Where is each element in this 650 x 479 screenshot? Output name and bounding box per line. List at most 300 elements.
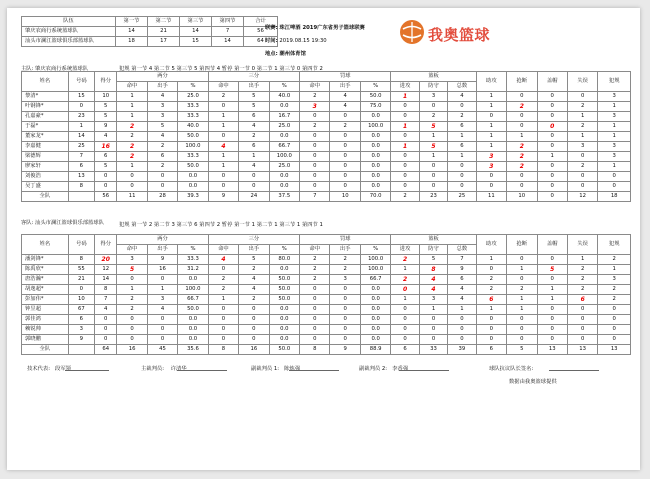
stat-header-row <box>22 235 631 245</box>
stat-cell: 0.0 <box>360 142 390 152</box>
stat-cell: 0 <box>330 325 360 335</box>
stat-cell: 5 <box>537 265 567 275</box>
stat-cell: 0 <box>330 172 360 182</box>
stat-cell: 2 <box>507 102 537 112</box>
stat-cell: 0.0 <box>269 182 299 192</box>
stat-cell: 0 <box>598 305 631 315</box>
stat-cell: 3 <box>598 152 631 162</box>
stat-cell: 2 <box>391 275 419 285</box>
scoreboard-row <box>22 27 278 37</box>
stat-cell: 2 <box>567 122 597 132</box>
stat-cell: 1 <box>507 132 537 142</box>
stat-cell: 0 <box>476 265 506 275</box>
stat-cell: 33.3 <box>178 152 208 162</box>
stat-cell: 0 <box>537 92 567 102</box>
stat-cell: 2 <box>117 305 147 315</box>
stat-cell: 4 <box>147 132 177 142</box>
stat-cell: 14 <box>95 275 117 285</box>
stat-cell: 0.0 <box>360 162 390 172</box>
header-block: 盖帽 <box>537 72 567 92</box>
stat-cell: 0 <box>537 182 567 192</box>
venue-line: 地点: 潮州体育馆 <box>265 51 306 57</box>
stat-cell: 0 <box>330 162 360 172</box>
stat-cell: 0 <box>476 325 506 335</box>
header-turnover: 失误 <box>567 72 597 92</box>
stat-cell: 50.0 <box>178 132 208 142</box>
stat-cell: 2 <box>117 132 147 142</box>
stat-cell: 0.0 <box>178 315 208 325</box>
scoreboard-score: 14 <box>116 27 148 37</box>
header-three-point: 三分 <box>208 72 299 82</box>
stat-cell: 0 <box>537 122 567 132</box>
scoreboard-header: 第三节 <box>180 17 212 27</box>
header-made: 命中 <box>117 82 147 92</box>
referee-3-line <box>399 370 449 371</box>
total-cell: 39 <box>448 345 476 355</box>
stat-cell: 0 <box>239 172 269 182</box>
stat-cell: 1 <box>567 132 597 142</box>
stat-cell: 5 <box>419 142 447 152</box>
stat-cell: 2 <box>507 142 537 152</box>
header-assist: 助攻 <box>476 235 506 255</box>
team2-fouls-timeouts: 犯规 第一节 2 第二节 3 第三节 6 第四节 2 暂停 第一节 1 第二节 1 第三节 1 第四节 1 <box>119 222 323 228</box>
stat-cell: 2 <box>330 265 360 275</box>
stat-cell: 0 <box>330 182 360 192</box>
stat-cell: 0 <box>507 172 537 182</box>
stat-cell: 0 <box>95 172 117 182</box>
stat-cell: 0 <box>208 182 238 192</box>
stat-cell: 1 <box>476 122 506 132</box>
player-name: 吴丁盛 <box>22 182 69 192</box>
total-cell: 64 <box>95 345 117 355</box>
stat-cell: 4 <box>419 275 447 285</box>
stat-cell: 0.0 <box>269 172 299 182</box>
header-foul: 犯规 <box>598 72 631 92</box>
stat-cell: 3 <box>598 92 631 102</box>
referee-1-line <box>177 370 227 371</box>
stat-cell: 8 <box>419 265 447 275</box>
stat-cell: 2 <box>419 112 447 122</box>
header-att: 出手 <box>147 82 177 92</box>
stat-cell: 8 <box>68 182 94 192</box>
stat-cell: 2 <box>117 142 147 152</box>
stat-cell: 3 <box>419 295 447 305</box>
stat-cell: 1 <box>117 162 147 172</box>
stat-cell: 0 <box>537 132 567 142</box>
header-steal: 抢断 <box>507 72 537 92</box>
stat-cell: 6 <box>68 162 94 172</box>
team1-stats-table <box>21 71 631 202</box>
stat-header-row <box>22 72 631 82</box>
header-free-throw: 罚球 <box>300 235 391 245</box>
player-row <box>22 325 631 335</box>
stat-cell: 0 <box>147 325 177 335</box>
scoreboard-score: 56 <box>244 27 278 37</box>
stat-cell: 1 <box>117 92 147 102</box>
stat-cell: 6 <box>448 142 476 152</box>
player-name: 唐浩瀚* <box>22 275 69 285</box>
stat-cell: 0 <box>448 182 476 192</box>
stat-cell: 4 <box>208 255 238 265</box>
stat-cell: 0 <box>147 315 177 325</box>
stat-cell: 2 <box>300 255 330 265</box>
stat-cell: 0 <box>507 275 537 285</box>
stat-cell: 4 <box>95 305 117 315</box>
stat-cell: 0 <box>300 152 330 162</box>
stat-cell: 0.0 <box>178 172 208 182</box>
stat-cell: 5 <box>239 102 269 112</box>
stat-cell: 2 <box>598 255 631 265</box>
stat-cell: 0.0 <box>360 182 390 192</box>
stat-cell: 7 <box>68 152 94 162</box>
stat-cell: 0.0 <box>360 335 390 345</box>
header-block: 盖帽 <box>537 235 567 255</box>
stat-cell: 3 <box>117 255 147 265</box>
header-number: 号码 <box>68 72 94 92</box>
stat-cell: 7 <box>448 255 476 265</box>
stat-cell: 0.0 <box>360 112 390 122</box>
player-row <box>22 112 631 122</box>
stat-cell: 0 <box>330 112 360 122</box>
stat-cell: 1 <box>507 265 537 275</box>
stat-cell: 1 <box>598 122 631 132</box>
player-name: 钟昱超 <box>22 305 69 315</box>
stat-cell: 0.0 <box>360 172 390 182</box>
scoreboard-score: 15 <box>180 37 212 47</box>
stat-cell: 1 <box>391 265 419 275</box>
player-name: 彭加伟* <box>22 295 69 305</box>
stat-cell: 0 <box>330 132 360 142</box>
stat-cell: 4 <box>448 92 476 102</box>
stat-cell: 0 <box>330 295 360 305</box>
stat-cell: 0 <box>239 335 269 345</box>
scoreboard-score: 21 <box>148 27 180 37</box>
stat-cell: 0 <box>419 315 447 325</box>
stat-cell: 20 <box>95 255 117 265</box>
player-row <box>22 255 631 265</box>
time-line: 时间: 2019.08.15 19:30 <box>265 38 327 44</box>
total-cell <box>68 192 94 202</box>
stat-cell: 3 <box>300 102 330 112</box>
header-made: 命中 <box>117 245 147 255</box>
stat-cell: 0 <box>300 315 330 325</box>
stat-cell: 67 <box>68 305 94 315</box>
stat-cell: 50.0 <box>360 92 390 102</box>
header-att: 出手 <box>239 82 269 92</box>
total-cell: 25 <box>448 192 476 202</box>
stat-cell: 1 <box>476 255 506 265</box>
stat-cell: 0 <box>507 112 537 122</box>
stat-cell: 0 <box>147 335 177 345</box>
stat-cell: 0 <box>537 325 567 335</box>
header-name: 姓名 <box>22 235 69 255</box>
player-row <box>22 285 631 295</box>
stat-cell: 0 <box>391 285 419 295</box>
stat-cell: 14 <box>68 132 94 142</box>
stat-cell: 4 <box>330 92 360 102</box>
stat-cell: 1 <box>419 305 447 315</box>
stat-cell: 2 <box>598 285 631 295</box>
stat-cell: 0 <box>239 325 269 335</box>
stat-cell: 0 <box>300 142 330 152</box>
stat-sheet <box>7 8 640 470</box>
stat-cell: 13 <box>68 172 94 182</box>
stat-cell: 1 <box>598 132 631 142</box>
stat-cell: 4 <box>419 285 447 295</box>
stat-cell: 50.0 <box>269 295 299 305</box>
stat-cell: 6 <box>239 112 269 122</box>
team2-name: 客队: 汕头市澜江篮球俱乐部篮球队 <box>21 220 104 226</box>
scoreboard-header: 第二节 <box>148 17 180 27</box>
stat-cell: 4 <box>330 102 360 112</box>
header-reb-off: 进攻 <box>391 245 419 255</box>
stat-cell: 100.0 <box>269 152 299 162</box>
player-name: 董家龙* <box>22 132 69 142</box>
stat-cell: 2 <box>239 295 269 305</box>
team-total-row <box>22 192 631 202</box>
header-points: 得分 <box>95 235 117 255</box>
stat-cell: 1 <box>567 112 597 122</box>
header-att: 出手 <box>147 245 177 255</box>
stat-cell: 0.0 <box>178 182 208 192</box>
header-free-throw: 罚球 <box>300 72 391 82</box>
stat-cell: 0 <box>567 152 597 162</box>
stat-cell: 0 <box>476 335 506 345</box>
stat-cell: 0 <box>391 152 419 162</box>
stat-cell: 0.0 <box>269 102 299 112</box>
stat-cell: 3 <box>598 142 631 152</box>
total-cell: 50.0 <box>269 345 299 355</box>
stat-cell: 4 <box>147 305 177 315</box>
stat-cell: 0 <box>95 182 117 192</box>
total-cell: 13 <box>598 345 631 355</box>
player-row <box>22 275 631 285</box>
stat-cell: 40.0 <box>269 92 299 102</box>
stat-cell: 0 <box>598 182 631 192</box>
stat-cell: 2 <box>147 162 177 172</box>
stat-cell: 0 <box>95 315 117 325</box>
stat-cell: 0 <box>537 142 567 152</box>
data-credit: 数据由我奥篮球提供 <box>509 379 557 385</box>
stat-cell: 25 <box>68 142 94 152</box>
header-pct: % <box>360 82 390 92</box>
player-row <box>22 335 631 345</box>
stat-cell: 10 <box>68 295 94 305</box>
player-row <box>22 152 631 162</box>
stat-cell: 100.0 <box>178 285 208 295</box>
logo-text: 我奥篮球 <box>428 26 491 44</box>
stat-cell: 2 <box>567 265 597 275</box>
stat-cell: 0 <box>537 162 567 172</box>
stat-cell: 0 <box>391 112 419 122</box>
stat-cell: 4 <box>239 162 269 172</box>
stat-cell: 3 <box>598 112 631 122</box>
total-cell: 8 <box>208 345 238 355</box>
stat-cell: 2 <box>147 142 177 152</box>
stat-cell: 8 <box>68 255 94 265</box>
stat-cell: 0 <box>448 315 476 325</box>
stat-cell: 0 <box>598 172 631 182</box>
stat-cell: 2 <box>300 92 330 102</box>
stat-cell: 0.0 <box>269 132 299 142</box>
player-name: 郭晓鹏 <box>22 335 69 345</box>
stat-cell: 0 <box>300 305 330 315</box>
stat-cell: 1 <box>476 142 506 152</box>
stat-cell: 3 <box>330 275 360 285</box>
team1-fouls-timeouts: 犯规 第一节 4 第二节 5 第三节 5 第四节 4 暂停 第一节 0 第二节 1 第三节 0 第四节 2 <box>119 66 323 72</box>
stat-cell: 1 <box>598 102 631 112</box>
player-row <box>22 295 631 305</box>
header-turnover: 失误 <box>567 235 597 255</box>
header-rebound: 篮板 <box>391 72 476 82</box>
header-number: 号码 <box>68 235 94 255</box>
stat-cell: 6 <box>476 295 506 305</box>
total-label: 全队 <box>22 345 69 355</box>
stat-cell: 6 <box>567 295 597 305</box>
stat-cell: 2 <box>239 265 269 275</box>
total-label: 全队 <box>22 192 69 202</box>
stat-cell: 7 <box>95 295 117 305</box>
referee-2-line <box>289 370 339 371</box>
stat-cell: 0 <box>147 172 177 182</box>
header-pct: % <box>269 245 299 255</box>
stat-cell: 0 <box>391 315 419 325</box>
stat-cell: 0 <box>208 102 238 112</box>
stat-cell: 0 <box>95 335 117 345</box>
total-cell: 70.0 <box>360 192 390 202</box>
header-reb-total: 总数 <box>448 245 476 255</box>
player-name: 潘剑锋* <box>22 255 69 265</box>
stat-cell: 0 <box>448 162 476 172</box>
stat-cell: 0 <box>208 325 238 335</box>
stat-cell: 9 <box>448 265 476 275</box>
stat-cell: 1 <box>476 92 506 102</box>
stat-cell: 66.7 <box>360 275 390 285</box>
stat-cell: 3 <box>147 295 177 305</box>
stat-cell: 0 <box>507 92 537 102</box>
stat-cell: 5 <box>419 255 447 265</box>
stat-cell: 0 <box>117 325 147 335</box>
referee-3: 副裁判员 2: 李香强 <box>359 366 408 372</box>
stat-cell: 0 <box>507 315 537 325</box>
stat-cell: 5 <box>147 122 177 132</box>
stat-cell: 0.0 <box>269 305 299 315</box>
stat-cell: 2 <box>208 285 238 295</box>
stat-cell: 1 <box>476 132 506 142</box>
total-cell: 24 <box>239 192 269 202</box>
stat-cell: 0 <box>330 335 360 345</box>
stat-cell: 2 <box>391 255 419 265</box>
stat-cell: 0.0 <box>269 335 299 345</box>
stat-cell: 0 <box>598 335 631 345</box>
player-name: 胡逸超* <box>22 285 69 295</box>
stat-cell: 5 <box>95 162 117 172</box>
total-cell: 5 <box>507 345 537 355</box>
stat-cell: 1 <box>598 162 631 172</box>
player-row <box>22 305 631 315</box>
stat-cell: 1 <box>208 295 238 305</box>
header-pct: % <box>178 82 208 92</box>
stat-cell: 1 <box>537 295 567 305</box>
stat-cell: 9 <box>68 335 94 345</box>
stat-cell: 0 <box>147 182 177 192</box>
player-name: 李嘉健 <box>22 142 69 152</box>
stat-cell: 1 <box>117 285 147 295</box>
stat-cell: 3 <box>419 92 447 102</box>
stat-cell: 0 <box>476 112 506 122</box>
stat-cell: 1 <box>239 152 269 162</box>
total-cell: 33 <box>419 345 447 355</box>
stat-cell: 0 <box>330 285 360 295</box>
stat-cell: 0 <box>598 325 631 335</box>
stat-cell: 6 <box>239 142 269 152</box>
stat-cell: 4 <box>95 132 117 142</box>
stat-cell: 1 <box>448 132 476 142</box>
stat-cell: 0 <box>567 305 597 315</box>
stat-cell: 1 <box>391 142 419 152</box>
stat-cell: 2 <box>300 122 330 132</box>
header-att: 出手 <box>330 245 360 255</box>
stat-cell: 6 <box>95 152 117 162</box>
stat-cell: 0 <box>537 315 567 325</box>
stat-cell: 1 <box>419 132 447 142</box>
stat-cell: 0 <box>208 172 238 182</box>
total-cell: 56 <box>95 192 117 202</box>
player-row <box>22 315 631 325</box>
stat-cell: 0 <box>448 172 476 182</box>
header-pct: % <box>269 82 299 92</box>
header-att: 出手 <box>239 245 269 255</box>
stat-cell: 4 <box>239 122 269 132</box>
total-cell: 11 <box>117 192 147 202</box>
header-reb-def: 防守 <box>419 245 447 255</box>
stat-cell: 0 <box>419 172 447 182</box>
stat-cell: 25.0 <box>269 122 299 132</box>
stat-cell: 33.3 <box>178 255 208 265</box>
stat-cell: 2 <box>448 112 476 122</box>
stat-cell: 5 <box>95 102 117 112</box>
stat-cell: 0.0 <box>178 325 208 335</box>
stat-cell: 1 <box>598 265 631 275</box>
stat-cell: 4 <box>239 275 269 285</box>
stat-cell: 0 <box>208 335 238 345</box>
player-row <box>22 162 631 172</box>
stat-cell: 100.0 <box>360 255 390 265</box>
stat-cell: 0 <box>419 182 447 192</box>
stat-cell: 5 <box>419 122 447 132</box>
total-cell: 7 <box>300 192 330 202</box>
tech-rep: 技术代表: 段军领 <box>27 366 71 372</box>
stat-cell: 1 <box>507 295 537 305</box>
stat-cell: 0 <box>391 162 419 172</box>
player-row <box>22 265 631 275</box>
stat-cell: 0 <box>239 182 269 192</box>
stat-cell: 0 <box>300 112 330 122</box>
total-cell: 9 <box>208 192 238 202</box>
player-name: 孔嘉豪* <box>22 112 69 122</box>
stat-cell: 5 <box>239 255 269 265</box>
stat-cell: 0 <box>300 162 330 172</box>
stat-cell: 0 <box>330 305 360 315</box>
player-name: 叶钢锋* <box>22 102 69 112</box>
stat-cell: 2 <box>117 122 147 132</box>
stat-cell: 0.0 <box>269 325 299 335</box>
header-rebound: 篮板 <box>391 235 476 245</box>
stat-cell: 0 <box>476 315 506 325</box>
stat-cell: 4 <box>208 142 238 152</box>
stat-cell: 0 <box>391 305 419 315</box>
stat-cell: 5 <box>117 265 147 275</box>
